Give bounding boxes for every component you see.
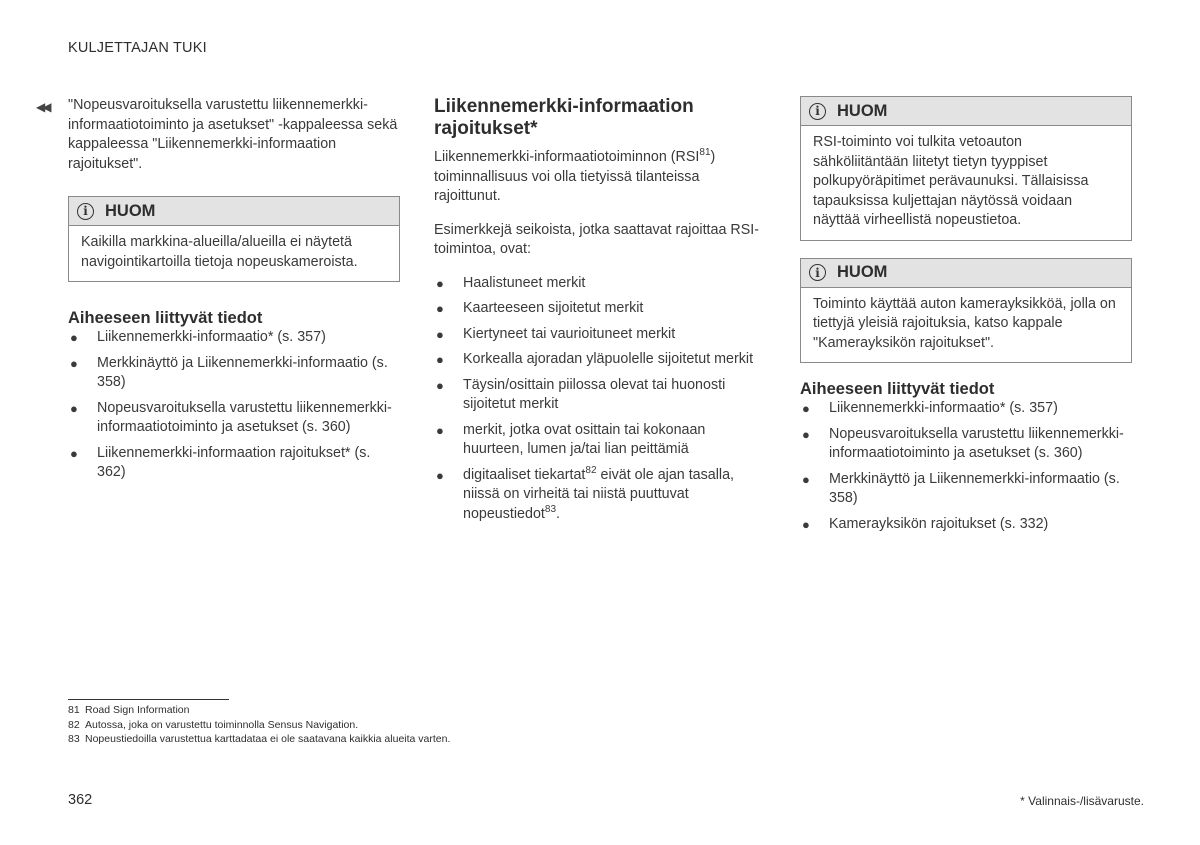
bullet-icon: ● (802, 516, 810, 532)
related-heading: Aiheeseen liittyvät tiedot (68, 309, 263, 327)
note-title: HUOM (837, 263, 888, 281)
lead-text-start: Liikennemerkki-informaatiotoiminnon (RSI (434, 149, 700, 165)
related-link[interactable] (68, 328, 400, 348)
note-text: Kaikilla markkina-alueilla/alueilla ei näytetä navigointikartoilla tietoja nopeuskameroista. (81, 234, 358, 270)
footnote (68, 703, 450, 718)
related-link[interactable] (800, 515, 1132, 535)
list-item-text: Kiertyneet tai vaurioituneet merkit (463, 325, 676, 342)
footnote (68, 718, 450, 733)
list-item-text-mid: eivät ole ajan tasalla, niissä on virheitä tai niistä puuttuvat nopeustiedot (463, 466, 735, 522)
continued-from-previous-icon: ◀◀ (36, 100, 49, 114)
list-item-text: Haalistuneet merkit (463, 274, 586, 291)
info-icon: i (809, 103, 826, 120)
list-item-text: merkit, jotka ovat osittain tai kokonaan huurteen, lumen ja/tai lian peittämiä (463, 421, 706, 457)
footnote (68, 732, 450, 747)
info-icon: i (809, 264, 826, 281)
note-header (801, 97, 1131, 126)
related-list (800, 399, 1132, 534)
related-link-text: Liikennemerkki-informaation rajoitukset* (s. 362) (97, 444, 371, 480)
related-link[interactable] (68, 399, 400, 438)
footnote-number: 82 (68, 718, 80, 731)
note-title: HUOM (105, 201, 156, 220)
bullet-icon: ● (436, 301, 444, 316)
footnotes (68, 703, 450, 747)
list-item-text: Kaarteeseen sijoitetut merkit (463, 300, 644, 316)
footnote-ref-83[interactable]: 83 (544, 503, 557, 515)
footnote-ref-81[interactable]: 81 (699, 147, 711, 159)
bullet-icon: ● (802, 426, 810, 442)
footnote-number: 83 (68, 733, 80, 745)
note-box-bike-carriers (800, 96, 1132, 241)
footnote-number: 81 (68, 704, 80, 716)
related-link[interactable] (68, 444, 400, 483)
list-item (434, 466, 764, 525)
footnote-text: Road Sign Information (85, 704, 190, 716)
footnote-divider (68, 699, 229, 700)
list-item (434, 421, 764, 460)
note-box-speed-cameras (68, 196, 400, 282)
note-text: RSI-toiminto voi tulkita vetoauton sähköliitäntään liitetyt tietyn tyyppiset polkupyöräpitimet perävaunuksi. Tällaisissa tapauksissa kuljettajan näytössä voidaan näyttää virheellistä nopeustietoa. (813, 134, 1089, 228)
list-item (434, 376, 764, 415)
examples-intro: Esimerkkejä seikoista, jotka saattavat rajoittaa RSI-toimintoa, ovat: (434, 221, 759, 257)
footnote-text: Nopeustiedoilla varustettua karttadataa ei ole saatavana kaikkia alueita varten. (85, 733, 451, 745)
bullet-icon: ● (436, 326, 444, 342)
related-link[interactable] (800, 399, 1132, 419)
intro-text: "Nopeusvaroituksella varustettu liikennemerkki-informaatiotoiminto ja asetukset" -kappaleessa sekä kappaleessa "Liikennemerkki-informaation rajoitukset". (68, 97, 398, 172)
bullet-icon: ● (70, 445, 78, 461)
bullet-icon: ● (802, 471, 810, 487)
section-heading: Liikennemerkki-informaation rajoitukset* (434, 96, 694, 139)
related-link-text: Liikennemerkki-informaatio* (s. 357) (829, 400, 1058, 416)
list-item-text-end: . (556, 505, 560, 522)
column-middle (434, 96, 764, 530)
list-item-text: Täysin/osittain piilossa olevat tai huonosti sijoitetut merkit (463, 376, 726, 412)
page-number: 362 (68, 792, 93, 808)
related-link-text: Nopeusvaroituksella varustettu liikennemerkki-informaatiotoiminto ja asetukset (s. 360) (97, 399, 392, 435)
related-link[interactable] (800, 470, 1132, 509)
related-link-text: Nopeusvaroituksella varustettu liikennemerkki-informaatiotoiminto ja asetukset (s. 360) (829, 425, 1124, 461)
bullet-icon: ● (436, 467, 444, 483)
related-link[interactable] (800, 425, 1132, 464)
info-icon: i (77, 203, 94, 220)
bullet-icon: ● (436, 352, 444, 367)
list-item (434, 299, 764, 319)
bullet-icon: ● (436, 275, 444, 291)
optional-equipment-note: * Valinnais-/lisävaruste. (1020, 794, 1144, 808)
related-list (68, 328, 400, 483)
related-link-text: Liikennemerkki-informaatio* (s. 357) (97, 329, 326, 345)
continued-intro (36, 96, 400, 174)
lead-paragraph (434, 148, 764, 207)
bullet-icon: ● (70, 330, 78, 345)
related-link-text: Merkkinäyttö ja Liikennemerkki-informaatio (s. 358) (97, 354, 388, 390)
footnote-text: Autossa, joka on varustettu toiminnolla Sensus Navigation. (85, 718, 359, 731)
list-item-text-start: digitaaliset tiekartat (463, 466, 586, 483)
related-link[interactable] (68, 354, 400, 393)
footnote-ref-82[interactable]: 82 (585, 464, 597, 476)
related-link-text: Merkkinäyttö ja Liikennemerkki-informaatio (s. 358) (829, 470, 1120, 506)
list-item (434, 325, 764, 345)
page-header: KULJETTAJAN TUKI (68, 40, 207, 56)
examples-list (434, 274, 764, 525)
list-item-text: Korkealla ajoradan yläpuolelle sijoitetut merkit (463, 351, 754, 367)
column-left (36, 96, 400, 489)
column-right (800, 96, 1132, 540)
related-link-text: Kamerayksikön rajoitukset (s. 332) (829, 515, 1049, 532)
note-header (69, 197, 399, 226)
note-header (801, 259, 1131, 288)
bullet-icon: ● (70, 355, 78, 371)
related-heading: Aiheeseen liittyvät tiedot (800, 380, 995, 398)
list-item (434, 350, 764, 370)
note-box-camera-unit (800, 258, 1132, 364)
bullet-icon: ● (436, 422, 444, 438)
note-text: Toiminto käyttää auton kamerayksikköä, jolla on tiettyjä yleisiä rajoituksia, katso kappale "Kamerayksikön rajoitukset". (813, 295, 1116, 351)
bullet-icon: ● (802, 401, 810, 416)
bullet-icon: ● (70, 400, 78, 416)
lead-text-end: ) toiminnallisuus voi olla tietyissä tilanteissa rajoittunut. (434, 149, 716, 204)
bullet-icon: ● (436, 377, 444, 393)
list-item (434, 274, 764, 294)
note-title: HUOM (837, 101, 888, 120)
